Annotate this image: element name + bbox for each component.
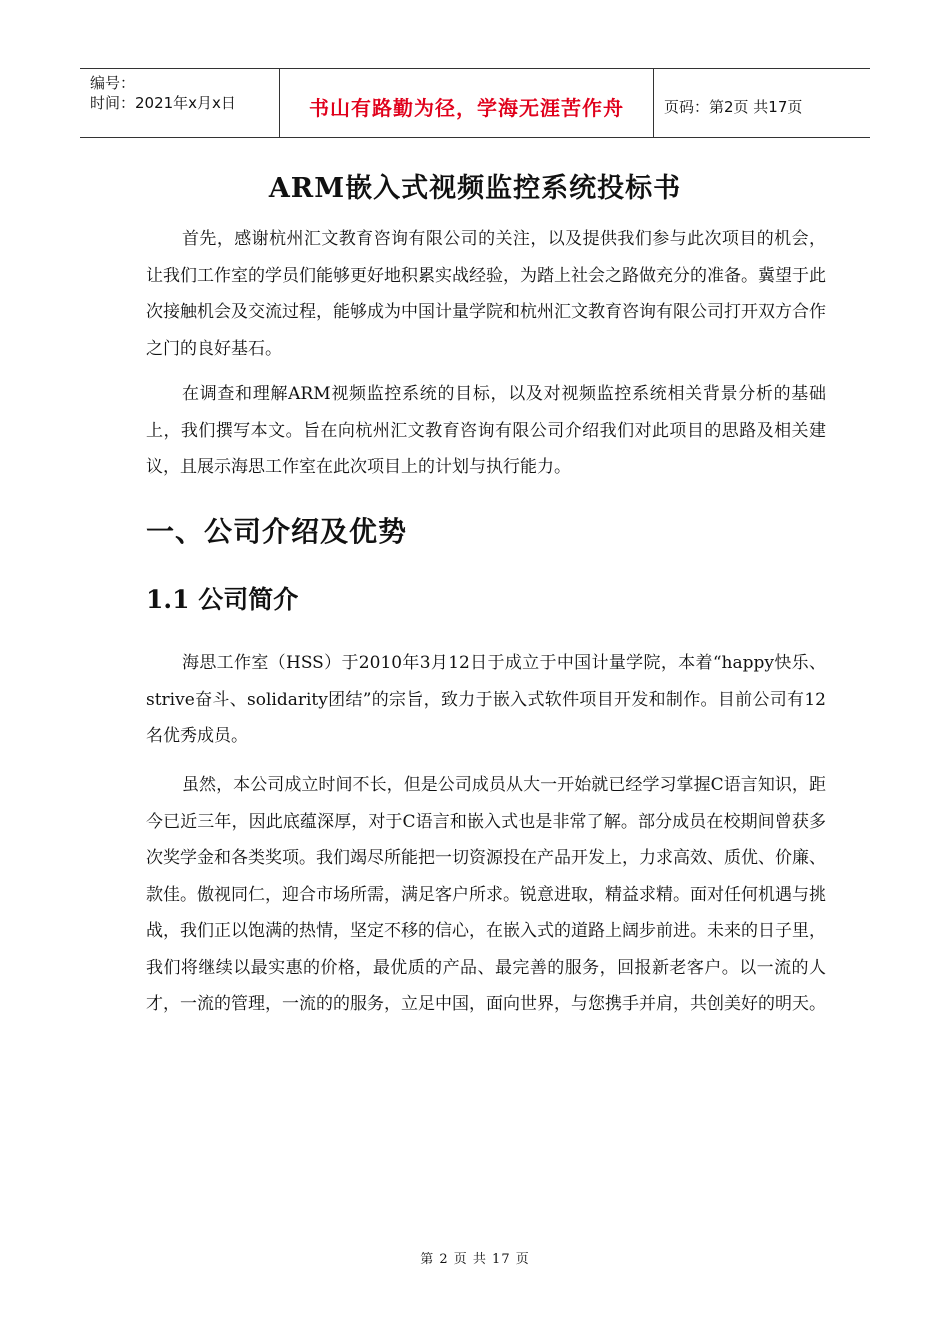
header-page-info: 页码：第2页 共17页 bbox=[664, 97, 803, 116]
section-heading-1: 一、公司介绍及优势 bbox=[146, 515, 408, 548]
company-intro-paragraph-1: 海思工作室（HSS）于2010年3月12日于成立于中国计量学院，本着“happy快乐、strive奋斗、solidarity团结”的宗旨，致力于嵌入式软件项目开发和制作。目前公司有12名优秀成员。 bbox=[146, 653, 826, 746]
page-footer: 第 2 页 共 17 页 bbox=[420, 1252, 530, 1267]
header-meta bbox=[80, 69, 280, 137]
document-title: ARM嵌入式视频监控系统投标书 bbox=[268, 173, 682, 204]
company-intro-paragraph-2: 虽然，本公司成立时间不长，但是公司成员从大一开始就已经学习掌握C语言知识，距今已近三年，因此底蕴深厚，对于C语言和嵌入式也是非常了解。部分成员在校期间曾获多次奖学金和各类奖项。我们竭尽所能把一切资源投在产品开发上，力求高效、质优、价廉、款佳。傲视同仁，迎合市场所需，满足客户所求。锐意进取，精益求精。面对任何机遇与挑战，我们正以饱满的热情，坚定不移的信心，在嵌入式的道路上阔步前进。未来的日子里，我们将继续以最实惠的价格，最优质的产品、最完善的服务，回报新老客户。以一流的人才，一流的管理，一流的的服务，立足中国，面向世界，与您携手并肩，共创美好的明天。 bbox=[146, 775, 826, 1014]
intro-paragraph-1: 首先，感谢杭州汇文教育咨询有限公司的关注，以及提供我们参与此次项目的机会，让我们工作室的学员们能够更好地积累实战经验，为踏上社会之路做充分的准备。冀望于此次接触机会及交流过程，能够成为中国计量学院和杭州汇文教育咨询有限公司打开双方合作之门的良好基石。 bbox=[146, 229, 826, 359]
header-motto: 书山有路勤为径，学海无涯苦作舟 bbox=[280, 69, 654, 137]
page-header bbox=[80, 68, 870, 138]
header-number-label: 编号： bbox=[90, 74, 136, 92]
header-time-label: 时间：2021年x月x日 bbox=[90, 94, 236, 112]
intro-paragraph-2: 在调查和理解ARM视频监控系统的目标，以及对视频监控系统相关背景分析的基础上，我们撰写本文。旨在向杭州汇文教育咨询有限公司介绍我们对此项目的思路及相关建议，且展示海思工作室在此次项目上的计划与执行能力。 bbox=[146, 384, 826, 477]
section-heading-1-1: 1.1 公司简介 bbox=[146, 585, 299, 614]
